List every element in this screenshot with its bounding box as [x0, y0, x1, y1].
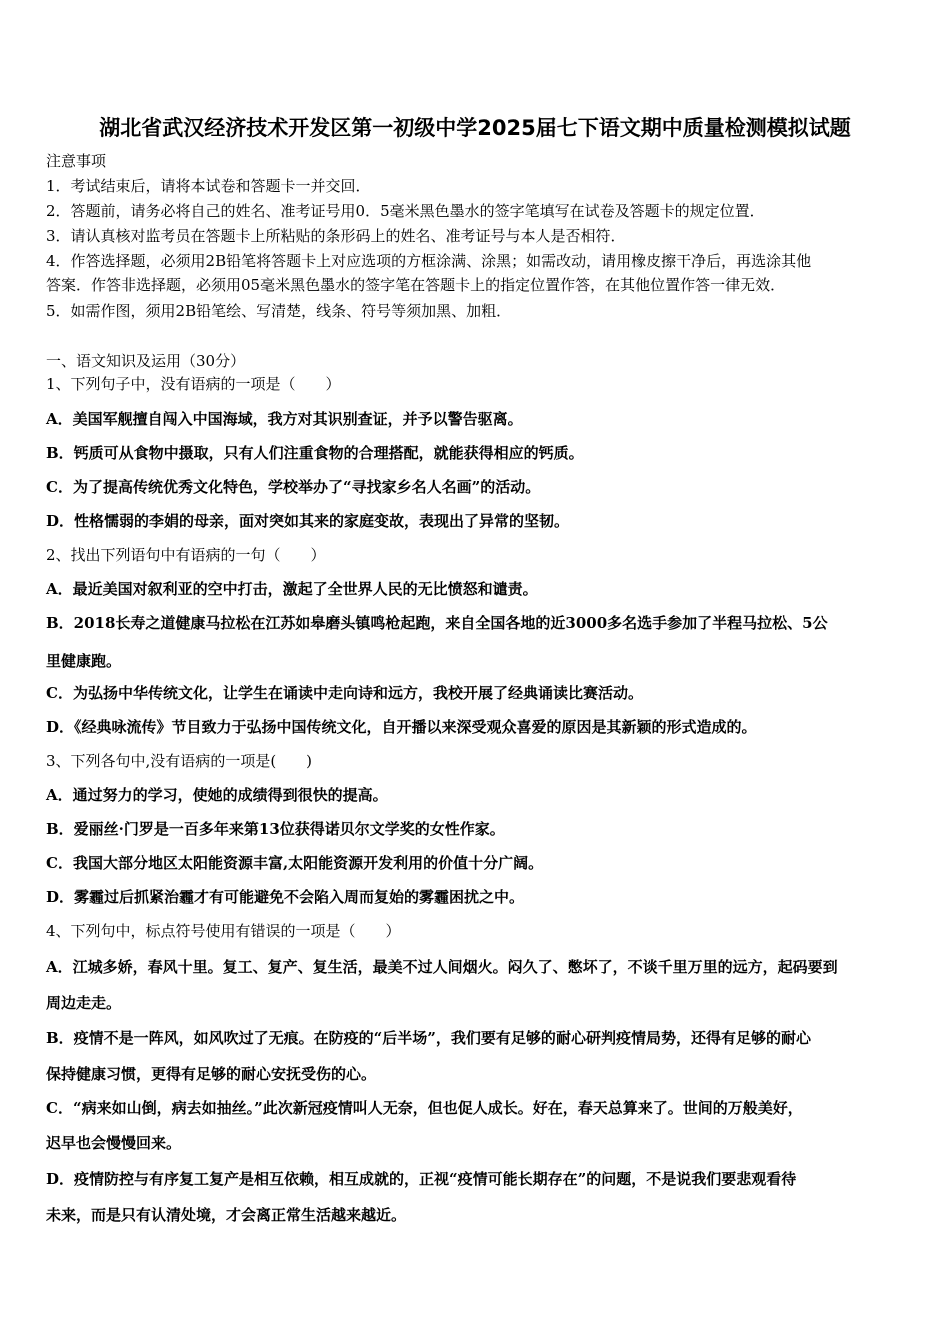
answer-option: 未来，而是只有认清处境，才会离正常生活越来越近。	[46, 1206, 407, 1224]
notice-line: 答案．作答非选择题，必须用05毫米黑色墨水的签字笔在答题卡上的指定位置作答，在其他位置作答一律无效．	[46, 276, 786, 294]
answer-option: C．为弘扬中华传统文化，让学生在诵读中走向诗和远方，我校开展了经典诵读比赛活动。	[46, 684, 643, 702]
question-stem: 2、找出下列语句中有语病的一句（ ）	[46, 546, 326, 564]
notice-line: 5．如需作图，须用2B铅笔绘、写清楚，线条、符号等须加黑、加粗．	[46, 302, 512, 320]
notice-line: 2．答题前，请务必将自己的姓名、准考证号用0．5毫米黑色墨水的签字笔填写在试卷及答题卡的规定位置．	[46, 202, 765, 220]
question-stem: 4、下列句中，标点符号使用有错误的一项是（ ）	[46, 922, 401, 940]
answer-option: A．最近美国对叙利亚的空中打击，激起了全世界人民的无比愤怒和谴责。	[46, 580, 538, 598]
answer-option: B．爱丽丝·门罗是一百多年来第13位获得诺贝尔文学奖的女性作家。	[46, 820, 505, 838]
answer-option: 周边走走。	[46, 994, 122, 1012]
answer-option: B．钙质可从食物中摄取，只有人们注重食物的合理搭配，就能获得相应的钙质。	[46, 444, 584, 462]
notice-line: 4．作答选择题，必须用2B铅笔将答题卡上对应选项的方框涂满、涂黑；如需改动，请用橡皮擦干净后，再选涂其他	[46, 252, 812, 270]
answer-option: D．性格懦弱的李娟的母亲，面对突如其来的家庭变故，表现出了异常的坚韧。	[46, 512, 570, 530]
answer-option: A．通过努力的学习，使她的成绩得到很快的提高。	[46, 786, 388, 804]
answer-option: C．“病来如山倒，病去如抽丝。”此次新冠疫情叫人无奈，但也促人成长。好在，春天总算来了。世间的万般美好，	[46, 1099, 803, 1117]
answer-option: A．美国军舰擅自闯入中国海域，我方对其识别查证，并予以警告驱离。	[46, 410, 523, 428]
answer-option: 保持健康习惯，更得有足够的耐心安抚受伤的心。	[46, 1065, 377, 1083]
page-title: 湖北省武汉经济技术开发区第一初级中学2025届七下语文期中质量检测模拟试题	[99, 116, 851, 140]
notice-line: 3．请认真核对监考员在答题卡上所粘贴的条形码上的姓名、准考证号与本人是否相符．	[46, 227, 626, 245]
answer-option: C．我国大部分地区太阳能资源丰富,太阳能资源开发利用的价值十分广阔。	[46, 854, 544, 872]
notice-line: 1．考试结束后，请将本试卷和答题卡一并交回．	[46, 177, 371, 195]
answer-option: D．雾霾过后抓紧治霾才有可能避免不会陷入周而复始的雾霾困扰之中。	[46, 888, 525, 906]
answer-option: D．疫情防控与有序复工复产是相互依赖，相互成就的，正视“疫情可能长期存在”的问题，不是说我们要悲观看待	[46, 1170, 797, 1188]
answer-option: A．江城多娇，春风十里。复工、复产、复生活，最美不过人间烟火。闷久了、憋坏了，不谈千里万里的远方，起码要到	[46, 958, 838, 976]
answer-option: C．为了提高传统优秀文化特色，学校举办了“寻找家乡名人名画”的活动。	[46, 478, 541, 496]
answer-option: B．疫情不是一阵风，如风吹过了无痕。在防疫的“后半场”，我们要有足够的耐心研判疫情局势，还得有足够的耐心	[46, 1029, 811, 1047]
answer-option: 迟早也会慢慢回来。	[46, 1134, 182, 1152]
section-heading: 一、语文知识及运用（30分）	[46, 352, 246, 370]
question-stem: 3、下列各句中,没有语病的一项是( )	[46, 752, 313, 770]
answer-option: D．《经典咏流传》节目致力于弘扬中国传统文化，自开播以来深受观众喜爱的原因是其新颖的形式造成的。	[46, 718, 757, 736]
question-stem: 1、下列句子中，没有语病的一项是（ ）	[46, 375, 341, 393]
answer-option: B．2018长寿之道健康马拉松在江苏如皋磨头镇鸣枪起跑，来自全国各地的近3000多名选手参加了半程马拉松、5公	[46, 614, 828, 632]
notice-heading: 注意事项	[46, 152, 107, 170]
answer-option: 里健康跑。	[46, 652, 122, 670]
